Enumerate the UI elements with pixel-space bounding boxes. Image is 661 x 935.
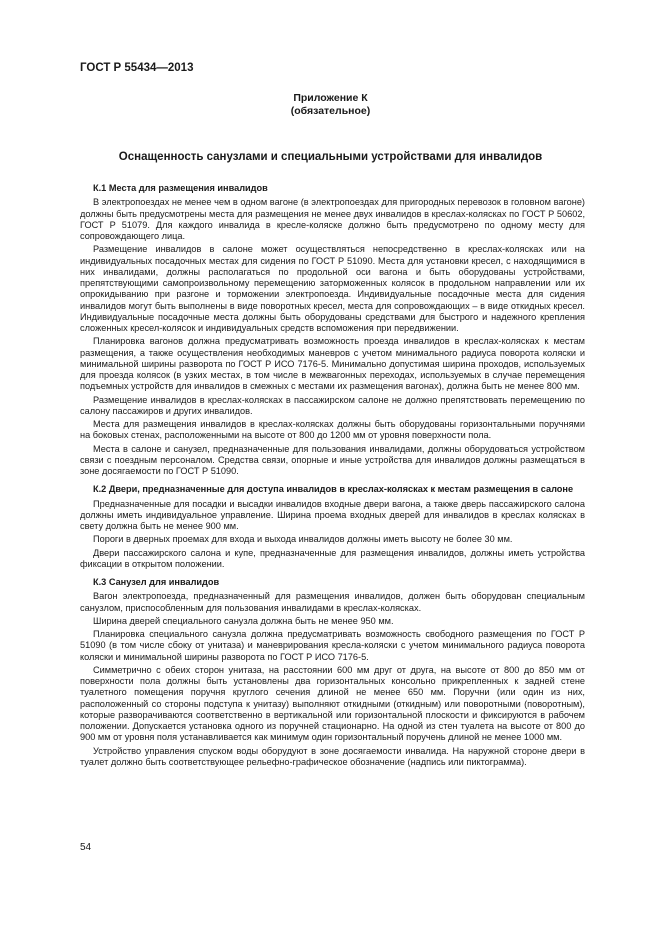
section-heading: К.2 Двери, предназначенные для доступа инвалидов в креслах-колясках к местам размещения в салоне [93, 484, 574, 495]
paragraph: Устройство управления спуском воды оборудуют в зоне досягаемости инвалида. На наружной стороне двери в туалет должно быть соответствующее рельефно-графическое обозначение (надпись или пиктограмма). [80, 745, 585, 767]
section-k2 [80, 484, 585, 570]
paragraph: Размещение инвалидов в салоне может осуществляться непосредственно в креслах-колясках или на индивидуальных посадочных местах для сидения по ГОСТ Р 51090. Места для установки кресел, с находящимися в них инвалидами, должны располагаться по продольной оси вагона и быть оборудованы устройствами, препятствующими самопроизвольному перемещению заторможенных колясок в продольном направлении или их опрокидыванию при разгоне и торможении электропоезда. Индивидуальные посадочные места для сидения инвалидов могут быть выполнены в виде поворотных кресел, места для сопровождающих – в виде откидных кресел. Индивидуальные посадочные места должны быть оборудованы средствами для быстрого и надежного крепления сложенных кресел-колясок и индивидуальных средств вспоможения при передвижении. [80, 244, 585, 333]
paragraph: Симметрично с обеих сторон унитаза, на расстоянии 600 мм друг от друга, на высоте от 800 до 850 мм от поверхности пола должны быть установлены два горизонтальных консольно прикрепленных к задней стене туалетного помещения поручня круглого сечения длиной не менее 650 мм. Поручни (или один из них, расположенный со стороны подступа к унитазу) выполняют откидными (откидным) или поворотными (поворотным), которые разворачиваются соответственно в вертикальной или горизонтальной плоскости и фиксируются в рабочем положении. Допускается установка одного из поручней стационарно. На одной из стен туалета на высоте от 800 до 900 мм от уровня поля устанавливается как минимум один горизонтальный поручень длиной не менее 1000 мм. [80, 664, 585, 743]
paragraph: Места для размещения инвалидов в креслах-колясках должны быть оборудованы горизонтальными поручнями на боковых стенах, расположенными на высоте от 800 до 1200 мм от уровня поверхности пола. [80, 419, 585, 441]
paragraph: Размещение инвалидов в креслах-колясках в пассажирском салоне не должно препятствовать перемещению по салону пассажиров и других инвалидов. [80, 394, 585, 416]
paragraph: Планировка вагонов должна предусматривать возможность проезда инвалидов в креслах-колясках к местам размещения, а также осуществления необходимых маневров с учетом минимального радиуса поворота коляски и минимальной ширины разворота по ГОСТ Р ИСО 7176-5. Минимально допустимая ширина проходов, используемых для проезда колясок (в узких местах, в том числе в межвагонных переходах, используемых в случае перемещения подъемных устройств для инвалидов в смежных с местами их размещения вагонах), должна быть не менее 800 мм. [80, 336, 585, 392]
paragraph: Вагон электропоезда, предназначенный для размещения инвалидов, должен быть оборудован специальным санузлом, приспособленным для пользования инвалидами в креслах-колясках. [80, 591, 585, 613]
paragraph: Ширина дверей специального санузла должна быть не менее 950 мм. [93, 615, 394, 626]
paragraph: Места в салоне и санузел, предназначенные для пользования инвалидами, должны оборудоваться устройством связи с поездным персоналом. Средства связи, опорные и иные устройства для инвалидов должны размещаться в зоне досягаемости по ГОСТ Р 51090. [80, 443, 585, 476]
page-number: 54 [80, 842, 92, 853]
paragraph: Предназначенные для посадки и высадки инвалидов входные двери вагона, а также дверь пассажирского салона должны иметь индивидуальное управление. Ширина проема входных дверей для инвалидов в креслах колясках в свету должна быть не менее 900 мм. [80, 498, 585, 531]
appendix-type: (обязательное) [290, 105, 371, 117]
section-k1 [80, 183, 585, 477]
section-k3 [80, 577, 585, 768]
section-heading: К.3 Санузел для инвалидов [93, 577, 220, 587]
standard-number: ГОСТ Р 55434—2013 [80, 62, 194, 74]
document-body [80, 183, 585, 770]
paragraph: Пороги в дверных проемах для входа и выхода инвалидов должны иметь высоту не более 30 мм. [93, 534, 513, 545]
paragraph: В электропоездах не менее чем в одном вагоне (в электропоездах для пригородных перевозок в головном вагоне) должны быть предусмотрены места для размещения не менее двух инвалидов в креслах-колясках по ГОСТ Р 50602, ГОСТ Р 51079. Для каждого инвалида в кресле-коляске должно быть предусмотрено по одному месту для сопровождающего лица. [80, 197, 585, 241]
paragraph: Планировка специального санузла должна предусматривать возможность свободного размещения по ГОСТ Р 51090 (в том числе сбоку от унитаза) и маневрирования кресла-коляски с учетом минимального радиуса поворота коляски и минимальной ширины разворота по ГОСТ Р ИСО 7176-5. [80, 629, 585, 662]
section-heading: К.1 Места для размещения инвалидов [93, 183, 268, 193]
appendix-label: Приложение К [293, 92, 368, 104]
appendix-label-block [0, 92, 661, 118]
paragraph: Двери пассажирского салона и купе, предназначенные для размещения инвалидов, должны иметь устройства фиксации в открытом положении. [80, 547, 585, 569]
appendix-title: Оснащенность санузлами и специальными устройствами для инвалидов [118, 151, 543, 163]
